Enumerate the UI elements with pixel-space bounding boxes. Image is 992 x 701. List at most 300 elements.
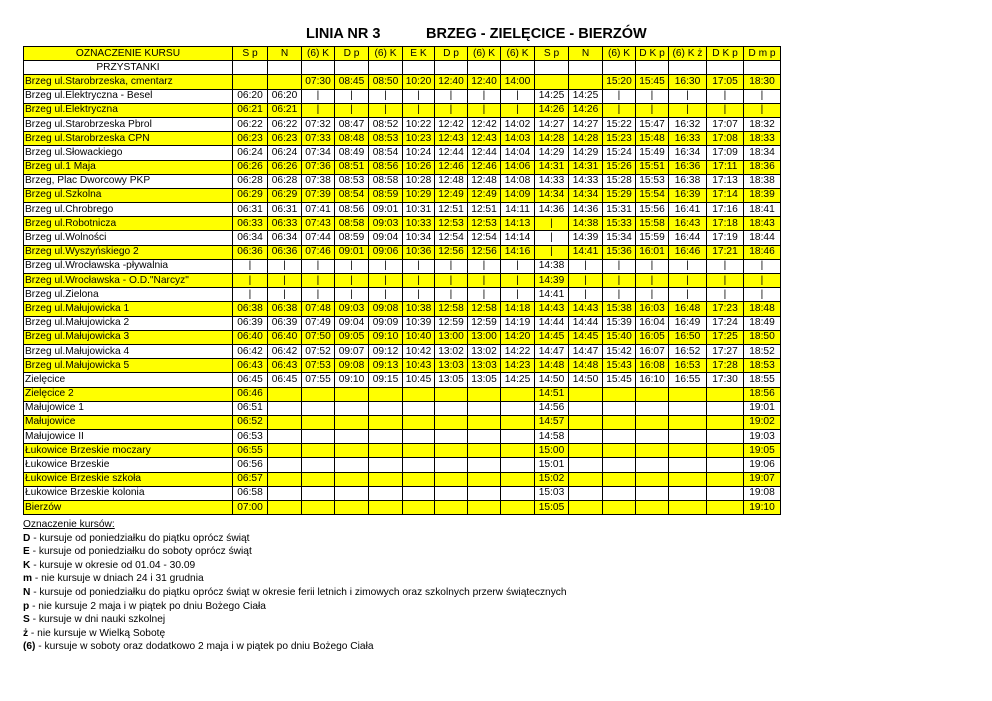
- stop-row: [24, 160, 781, 174]
- departure-time: 15:40: [603, 330, 636, 344]
- departure-time: 10:20: [403, 75, 435, 89]
- departure-time: 08:48: [335, 132, 369, 146]
- stop-name: Brzeg ul.Wrocławska -pływalnia: [24, 259, 233, 273]
- departure-time: 06:42: [268, 344, 302, 358]
- departure-time: [403, 472, 435, 486]
- departure-time: 17:08: [707, 132, 744, 146]
- departure-time: [707, 501, 744, 515]
- departure-time: |: [403, 274, 435, 288]
- stop-row: [24, 231, 781, 245]
- stop-name: Brzeg ul.Chrobrego: [24, 203, 233, 217]
- departure-time: 14:29: [569, 146, 603, 160]
- stop-name: Łukowice Brzeskie kolonia: [24, 486, 233, 500]
- legend-key: D: [23, 532, 31, 544]
- departure-time: 14:18: [501, 302, 535, 316]
- departure-time: 15:34: [603, 231, 636, 245]
- departure-time: 16:04: [636, 316, 669, 330]
- departure-time: [501, 444, 535, 458]
- stop-name: Małujowice: [24, 415, 233, 429]
- departure-time: 15:22: [603, 117, 636, 131]
- departure-time: [468, 415, 501, 429]
- departure-time: [335, 472, 369, 486]
- departure-time: 07:36: [302, 160, 335, 174]
- departure-time: |: [403, 288, 435, 302]
- departure-time: 14:09: [501, 188, 535, 202]
- departure-time: 12:54: [468, 231, 501, 245]
- departure-time: 13:02: [468, 344, 501, 358]
- legend: [23, 518, 567, 654]
- departure-time: 18:53: [744, 359, 781, 373]
- departure-time: 15:48: [636, 132, 669, 146]
- departure-time: 15:31: [603, 203, 636, 217]
- stop-name: Brzeg, Plac Dworcowy PKP: [24, 174, 233, 188]
- stop-row: [24, 430, 781, 444]
- departure-time: [302, 415, 335, 429]
- timetable-title: [0, 26, 992, 46]
- departure-time: 09:10: [369, 330, 403, 344]
- departure-time: 06:33: [268, 217, 302, 231]
- departure-time: [468, 387, 501, 401]
- departure-time: 06:57: [233, 472, 268, 486]
- departure-time: 16:07: [636, 344, 669, 358]
- departure-time: [707, 486, 744, 500]
- stop-row: [24, 245, 781, 259]
- departure-time: |: [369, 103, 403, 117]
- course-code: D K p: [707, 47, 744, 61]
- departure-time: 18:46: [744, 245, 781, 259]
- stop-name: Brzeg ul.Wyszyńskiego 2: [24, 245, 233, 259]
- departure-time: 07:34: [302, 146, 335, 160]
- departure-time: [435, 458, 468, 472]
- stop-row: [24, 174, 781, 188]
- departure-time: 07:46: [302, 245, 335, 259]
- departure-time: 12:54: [435, 231, 468, 245]
- departure-time: 09:01: [369, 203, 403, 217]
- route-name: BRZEG - ZIELĘCICE - BIERZÓW: [426, 26, 647, 42]
- legend-key: (6): [23, 641, 36, 653]
- departure-time: 15:38: [603, 302, 636, 316]
- departure-time: 12:48: [468, 174, 501, 188]
- departure-time: [302, 472, 335, 486]
- stop-row: [24, 146, 781, 160]
- departure-time: 06:22: [268, 117, 302, 131]
- departure-time: 09:08: [369, 302, 403, 316]
- departure-time: [501, 486, 535, 500]
- departure-time: 09:06: [369, 245, 403, 259]
- departure-time: 06:31: [233, 203, 268, 217]
- departure-time: 12:49: [468, 188, 501, 202]
- empty-cell: [603, 61, 636, 75]
- departure-time: 12:40: [468, 75, 501, 89]
- departure-time: |: [707, 103, 744, 117]
- departure-time: |: [468, 103, 501, 117]
- course-header-row: [24, 47, 781, 61]
- departure-time: [603, 472, 636, 486]
- stop-row: [24, 359, 781, 373]
- legend-item: [23, 640, 567, 654]
- departure-time: 15:45: [603, 373, 636, 387]
- departure-time: 14:50: [569, 373, 603, 387]
- departure-time: 14:28: [569, 132, 603, 146]
- departure-time: 13:05: [468, 373, 501, 387]
- departure-time: 12:42: [435, 117, 468, 131]
- departure-time: 17:16: [707, 203, 744, 217]
- departure-time: 16:46: [669, 245, 707, 259]
- legend-item: [23, 559, 567, 573]
- stop-row: [24, 302, 781, 316]
- departure-time: 06:29: [233, 188, 268, 202]
- departure-time: 12:59: [435, 316, 468, 330]
- departure-time: 09:04: [335, 316, 369, 330]
- departure-time: 18:56: [744, 387, 781, 401]
- departure-time: 06:43: [233, 359, 268, 373]
- departure-time: [636, 387, 669, 401]
- departure-time: 12:51: [468, 203, 501, 217]
- departure-time: 15:23: [603, 132, 636, 146]
- departure-time: 06:43: [268, 359, 302, 373]
- departure-time: 13:03: [435, 359, 468, 373]
- stop-name: Brzeg ul.Starobrzeska Pbrol: [24, 117, 233, 131]
- departure-time: [335, 501, 369, 515]
- departure-time: 09:05: [335, 330, 369, 344]
- departure-time: [335, 401, 369, 415]
- empty-cell: [636, 61, 669, 75]
- departure-time: 12:43: [468, 132, 501, 146]
- departure-time: |: [535, 245, 569, 259]
- departure-time: |: [535, 217, 569, 231]
- empty-cell: [233, 61, 268, 75]
- departure-time: 18:41: [744, 203, 781, 217]
- departure-time: 12:51: [435, 203, 468, 217]
- stop-name: Brzeg ul.Wrocławska - O.D."Narcyz": [24, 274, 233, 288]
- departure-time: [369, 415, 403, 429]
- stop-row: [24, 103, 781, 117]
- departure-time: |: [501, 288, 535, 302]
- course-code: (6) K: [603, 47, 636, 61]
- course-code: D m p: [744, 47, 781, 61]
- departure-time: 07:30: [302, 75, 335, 89]
- departure-time: 12:56: [435, 245, 468, 259]
- departure-time: 15:54: [636, 188, 669, 202]
- departure-time: 09:10: [335, 373, 369, 387]
- stop-name: Małujowice II: [24, 430, 233, 444]
- departure-time: 17:13: [707, 174, 744, 188]
- departure-time: 14:45: [535, 330, 569, 344]
- departure-time: [468, 444, 501, 458]
- course-code: D p: [335, 47, 369, 61]
- departure-time: 10:45: [403, 373, 435, 387]
- departure-time: [636, 501, 669, 515]
- departure-time: 06:20: [268, 89, 302, 103]
- departure-time: [268, 387, 302, 401]
- stop-row: [24, 203, 781, 217]
- departure-time: 07:00: [233, 501, 268, 515]
- departure-time: [369, 387, 403, 401]
- stop-row: [24, 373, 781, 387]
- departure-time: 14:48: [535, 359, 569, 373]
- departure-time: [669, 458, 707, 472]
- departure-time: 13:02: [435, 344, 468, 358]
- departure-time: 14:23: [501, 359, 535, 373]
- departure-time: 06:38: [268, 302, 302, 316]
- departure-time: 08:56: [335, 203, 369, 217]
- departure-time: [435, 472, 468, 486]
- departure-time: 16:30: [669, 75, 707, 89]
- stop-row: [24, 344, 781, 358]
- legend-text: - kursuje w dni nauki szkolnej: [29, 614, 166, 626]
- departure-time: [636, 415, 669, 429]
- departure-time: 14:33: [535, 174, 569, 188]
- departure-time: 10:23: [403, 132, 435, 146]
- departure-time: 06:31: [268, 203, 302, 217]
- departure-time: [403, 387, 435, 401]
- departure-time: 06:51: [233, 401, 268, 415]
- departure-time: [603, 501, 636, 515]
- course-code: N: [569, 47, 603, 61]
- departure-time: |: [744, 89, 781, 103]
- stop-row: [24, 188, 781, 202]
- departure-time: 14:00: [501, 75, 535, 89]
- departure-time: [707, 401, 744, 415]
- stop-row: [24, 486, 781, 500]
- departure-time: 10:43: [403, 359, 435, 373]
- departure-time: [302, 401, 335, 415]
- departure-time: |: [603, 89, 636, 103]
- departure-time: 18:49: [744, 316, 781, 330]
- departure-time: [669, 444, 707, 458]
- departure-time: 07:32: [302, 117, 335, 131]
- departure-time: 10:39: [403, 316, 435, 330]
- departure-time: |: [302, 89, 335, 103]
- departure-time: 14:02: [501, 117, 535, 131]
- departure-time: 09:15: [369, 373, 403, 387]
- departure-time: 06:22: [233, 117, 268, 131]
- departure-time: [268, 430, 302, 444]
- departure-time: 06:36: [233, 245, 268, 259]
- departure-time: 07:50: [302, 330, 335, 344]
- departure-time: |: [233, 259, 268, 273]
- departure-time: 14:31: [569, 160, 603, 174]
- departure-time: 06:33: [233, 217, 268, 231]
- departure-time: [569, 458, 603, 472]
- departure-time: 08:53: [369, 132, 403, 146]
- stop-name: Brzeg ul.Zielona: [24, 288, 233, 302]
- departure-time: 06:40: [268, 330, 302, 344]
- departure-time: 16:03: [636, 302, 669, 316]
- departure-time: [569, 401, 603, 415]
- departure-time: 07:39: [302, 188, 335, 202]
- stop-name: Zielęcice 2: [24, 387, 233, 401]
- departure-time: 09:08: [335, 359, 369, 373]
- departure-time: [501, 401, 535, 415]
- departure-time: [707, 387, 744, 401]
- departure-time: [468, 486, 501, 500]
- departure-time: 10:40: [403, 330, 435, 344]
- stop-name: Bierzów: [24, 501, 233, 515]
- departure-time: 17:30: [707, 373, 744, 387]
- departure-time: 19:06: [744, 458, 781, 472]
- course-code: D K p: [636, 47, 669, 61]
- departure-time: [268, 458, 302, 472]
- departure-time: 14:33: [569, 174, 603, 188]
- departure-time: [403, 415, 435, 429]
- legend-key: ż: [23, 627, 29, 639]
- departure-time: 15:28: [603, 174, 636, 188]
- legend-text: - nie kursuje 2 maja i w piątek po dniu Bożego Ciała: [29, 600, 266, 612]
- departure-time: [335, 430, 369, 444]
- departure-time: |: [369, 274, 403, 288]
- departure-time: 06:52: [233, 415, 268, 429]
- departure-time: 17:18: [707, 217, 744, 231]
- departure-time: 06:20: [233, 89, 268, 103]
- departure-time: |: [636, 288, 669, 302]
- departure-time: [603, 415, 636, 429]
- departure-time: [435, 387, 468, 401]
- stop-name: Brzeg ul.Słowackiego: [24, 146, 233, 160]
- departure-time: 16:33: [669, 132, 707, 146]
- stop-row: [24, 288, 781, 302]
- departure-time: 18:48: [744, 302, 781, 316]
- course-code: E K: [403, 47, 435, 61]
- departure-time: 06:24: [268, 146, 302, 160]
- stop-row: [24, 132, 781, 146]
- departure-time: 14:26: [535, 103, 569, 117]
- departure-time: |: [268, 259, 302, 273]
- stops-header-label: PRZYSTANKI: [24, 61, 233, 75]
- departure-time: 06:34: [268, 231, 302, 245]
- departure-time: 12:46: [468, 160, 501, 174]
- departure-time: 15:20: [603, 75, 636, 89]
- departure-time: |: [744, 274, 781, 288]
- departure-time: 12:53: [435, 217, 468, 231]
- departure-time: 09:01: [335, 245, 369, 259]
- departure-time: |: [603, 259, 636, 273]
- departure-time: 08:49: [335, 146, 369, 160]
- departure-time: 14:19: [501, 316, 535, 330]
- departure-time: |: [669, 103, 707, 117]
- departure-time: 15:43: [603, 359, 636, 373]
- departure-time: [435, 401, 468, 415]
- departure-time: |: [636, 274, 669, 288]
- departure-time: [335, 458, 369, 472]
- departure-time: 15:59: [636, 231, 669, 245]
- departure-time: |: [707, 274, 744, 288]
- departure-time: 14:27: [569, 117, 603, 131]
- departure-time: [369, 486, 403, 500]
- empty-cell: [335, 61, 369, 75]
- departure-time: |: [569, 274, 603, 288]
- departure-time: |: [369, 259, 403, 273]
- legend-text: - kursuje w okresie od 01.04 - 30.09: [30, 559, 196, 571]
- departure-time: 13:00: [435, 330, 468, 344]
- departure-time: [335, 486, 369, 500]
- stop-name: Brzeg ul.Szkolna: [24, 188, 233, 202]
- departure-time: |: [435, 89, 468, 103]
- departure-time: |: [603, 103, 636, 117]
- departure-time: [707, 430, 744, 444]
- departure-time: [302, 486, 335, 500]
- stop-row: [24, 259, 781, 273]
- departure-time: [636, 401, 669, 415]
- stop-row: [24, 501, 781, 515]
- departure-time: [569, 75, 603, 89]
- departure-time: 14:34: [569, 188, 603, 202]
- departure-time: 19:03: [744, 430, 781, 444]
- departure-time: 16:49: [669, 316, 707, 330]
- legend-item: [23, 586, 567, 600]
- empty-cell: [468, 61, 501, 75]
- stop-name: Łukowice Brzeskie szkoła: [24, 472, 233, 486]
- stop-row: [24, 472, 781, 486]
- departure-time: [268, 415, 302, 429]
- stop-row: [24, 444, 781, 458]
- departure-time: 06:36: [268, 245, 302, 259]
- departure-time: [603, 458, 636, 472]
- legend-text: - kursuje od poniedziałku do soboty oprócz świąt: [29, 546, 252, 558]
- departure-time: 06:42: [233, 344, 268, 358]
- departure-time: 06:21: [268, 103, 302, 117]
- course-code: S p: [535, 47, 569, 61]
- departure-time: 12:43: [435, 132, 468, 146]
- departure-time: |: [302, 274, 335, 288]
- departure-time: 15:33: [603, 217, 636, 231]
- departure-time: |: [744, 259, 781, 273]
- departure-time: 09:07: [335, 344, 369, 358]
- departure-time: [435, 430, 468, 444]
- stop-name: Brzeg ul.Małujowicka 1: [24, 302, 233, 316]
- stop-name: Brzeg ul.Robotnicza: [24, 217, 233, 231]
- departure-time: |: [603, 288, 636, 302]
- departure-time: [501, 458, 535, 472]
- departure-time: 08:54: [369, 146, 403, 160]
- departure-time: 12:56: [468, 245, 501, 259]
- departure-time: 16:43: [669, 217, 707, 231]
- departure-time: 18:44: [744, 231, 781, 245]
- departure-time: 06:39: [268, 316, 302, 330]
- departure-time: 14:45: [569, 330, 603, 344]
- departure-time: [636, 486, 669, 500]
- departure-time: 15:36: [603, 245, 636, 259]
- departure-time: [569, 472, 603, 486]
- departure-time: 19:05: [744, 444, 781, 458]
- departure-time: 19:10: [744, 501, 781, 515]
- departure-time: [233, 75, 268, 89]
- departure-time: [268, 75, 302, 89]
- departure-time: 15:02: [535, 472, 569, 486]
- stop-row: [24, 316, 781, 330]
- departure-time: [569, 501, 603, 515]
- departure-time: 16:01: [636, 245, 669, 259]
- departure-time: 14:28: [535, 132, 569, 146]
- stop-name: Brzeg ul.Wolności: [24, 231, 233, 245]
- departure-time: |: [636, 259, 669, 273]
- departure-time: [435, 486, 468, 500]
- departure-time: |: [302, 103, 335, 117]
- empty-cell: [535, 61, 569, 75]
- departure-time: 16:55: [669, 373, 707, 387]
- course-code: (6) K ż: [669, 47, 707, 61]
- departure-time: 10:28: [403, 174, 435, 188]
- departure-time: 17:05: [707, 75, 744, 89]
- departure-time: 12:48: [435, 174, 468, 188]
- course-code: S p: [233, 47, 268, 61]
- course-code: (6) K: [369, 47, 403, 61]
- departure-time: 08:53: [335, 174, 369, 188]
- empty-cell: [569, 61, 603, 75]
- departure-time: 06:34: [233, 231, 268, 245]
- departure-time: 17:23: [707, 302, 744, 316]
- departure-time: [268, 401, 302, 415]
